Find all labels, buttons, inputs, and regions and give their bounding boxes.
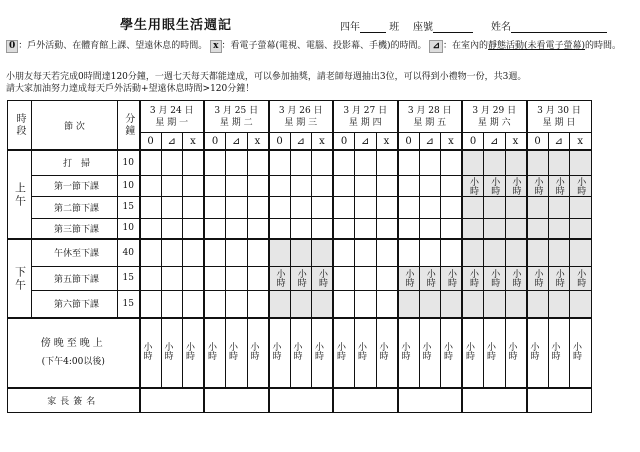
day-header: 3 月 30 日 星 期 日 (527, 101, 592, 133)
entry-cell[interactable] (140, 218, 162, 239)
evening-hours-cell[interactable]: 小時 (570, 318, 592, 388)
entry-cell[interactable] (333, 218, 355, 239)
session-minutes: 10 (118, 175, 140, 196)
entry-cell[interactable] (355, 290, 377, 318)
session-minutes: 10 (118, 150, 140, 175)
symbol-header: x (312, 133, 334, 151)
symbol-header: 0 (398, 133, 420, 151)
evening-hours-cell[interactable]: 小時 (484, 318, 506, 388)
evening-hours-cell[interactable]: 小時 (355, 318, 377, 388)
entry-cell (527, 218, 549, 239)
symbol-header: 0 (462, 133, 484, 151)
entry-cell[interactable] (376, 266, 398, 290)
entry-cell[interactable] (183, 239, 205, 266)
entry-cell (505, 290, 527, 318)
symbol-header: 0 (527, 133, 549, 151)
entry-cell (462, 218, 484, 239)
entry-cell[interactable] (140, 290, 162, 318)
entry-cell[interactable] (333, 266, 355, 290)
entry-cell[interactable] (312, 196, 334, 218)
entry-cell[interactable] (140, 175, 162, 196)
entry-cell[interactable] (140, 239, 162, 266)
entry-cell[interactable] (355, 175, 377, 196)
entry-cell[interactable] (161, 150, 183, 175)
entry-cell[interactable] (441, 175, 463, 196)
hours-cell: 小時 (462, 266, 484, 290)
entry-cell[interactable] (140, 266, 162, 290)
entry-cell[interactable] (333, 150, 355, 175)
entry-cell[interactable] (290, 175, 312, 196)
symbol-header: x (441, 133, 463, 151)
entry-cell (290, 239, 312, 266)
evening-hours-cell[interactable]: 小時 (290, 318, 312, 388)
symbol-header: x (183, 133, 205, 151)
entry-cell[interactable] (398, 175, 420, 196)
symbol-header: 0 (140, 133, 162, 151)
col-header-minutes: 分鐘 (118, 101, 140, 151)
parent-signature-cell[interactable] (527, 388, 592, 412)
entry-cell (290, 290, 312, 318)
entry-cell (484, 150, 506, 175)
entry-cell[interactable] (419, 150, 441, 175)
entry-cell (462, 150, 484, 175)
entry-cell[interactable] (419, 175, 441, 196)
entry-cell[interactable] (204, 290, 226, 318)
parent-signature-label: 家長簽名 (8, 388, 140, 412)
evening-label: 傍晚至晚上 (下午4:00以後) (8, 318, 140, 388)
entry-cell[interactable] (183, 218, 205, 239)
entry-cell[interactable] (161, 266, 183, 290)
entry-cell (484, 196, 506, 218)
hours-cell: 小時 (548, 266, 570, 290)
entry-cell[interactable] (204, 239, 226, 266)
entry-cell[interactable] (204, 218, 226, 239)
entry-cell (570, 196, 592, 218)
entry-cell[interactable] (269, 196, 291, 218)
entry-cell[interactable] (398, 150, 420, 175)
entry-cell[interactable] (161, 175, 183, 196)
session-label: 第二節下課 (32, 196, 118, 218)
symbol-header: x (570, 133, 592, 151)
grade-class-field[interactable]: 四年 班 (340, 22, 400, 33)
parent-signature-cell[interactable] (204, 388, 269, 412)
evening-hours-cell[interactable]: 小時 (333, 318, 355, 388)
entry-cell[interactable] (247, 218, 269, 239)
day-header: 3 月 28 日 星 期 五 (398, 101, 463, 133)
parent-signature-cell[interactable] (398, 388, 463, 412)
entry-cell[interactable] (226, 266, 248, 290)
entry-cell (570, 290, 592, 318)
entry-cell (441, 290, 463, 318)
entry-cell[interactable] (247, 175, 269, 196)
hours-cell: 小時 (312, 266, 334, 290)
entry-cell (548, 290, 570, 318)
parent-signature-cell[interactable] (462, 388, 527, 412)
symbol-header: 0 (269, 133, 291, 151)
hours-cell: 小時 (269, 266, 291, 290)
entry-cell[interactable] (441, 150, 463, 175)
legend: 0 ：戶外活動、在體育館上課、望遠休息的時間。 x ：看電子螢幕(電視、電腦、投影幕、手機)的時間。 ⊿ ：在室內的靜態活動(未看電子螢幕)的時間。 (6, 40, 634, 53)
entry-cell[interactable] (419, 218, 441, 239)
entry-cell[interactable] (376, 239, 398, 266)
hours-cell: 小時 (548, 175, 570, 196)
entry-cell (398, 290, 420, 318)
parent-signature-cell[interactable] (333, 388, 398, 412)
entry-cell (570, 218, 592, 239)
entry-cell[interactable] (355, 239, 377, 266)
entry-cell (548, 150, 570, 175)
entry-cell (548, 239, 570, 266)
evening-hours-cell[interactable]: 小時 (441, 318, 463, 388)
entry-cell[interactable] (140, 196, 162, 218)
entry-cell[interactable] (247, 290, 269, 318)
entry-cell[interactable] (161, 196, 183, 218)
entry-cell[interactable] (161, 239, 183, 266)
session-minutes: 40 (118, 239, 140, 266)
symbol-header: ⊿ (419, 133, 441, 151)
evening-hours-cell[interactable]: 小時 (548, 318, 570, 388)
entry-cell (548, 218, 570, 239)
entry-cell[interactable] (376, 196, 398, 218)
seat-number-field[interactable]: 座號 (413, 18, 473, 33)
parent-signature-cell[interactable] (140, 388, 205, 412)
day-header: 3 月 29 日 星 期 六 (462, 101, 527, 133)
entry-cell[interactable] (312, 218, 334, 239)
parent-signature-cell[interactable] (269, 388, 334, 412)
session-minutes: 15 (118, 290, 140, 318)
entry-cell[interactable] (398, 239, 420, 266)
hours-cell: 小時 (505, 266, 527, 290)
hours-cell: 小時 (398, 266, 420, 290)
entry-cell[interactable] (355, 218, 377, 239)
evening-hours-cell[interactable]: 小時 (161, 318, 183, 388)
entry-cell[interactable] (376, 175, 398, 196)
hours-cell: 小時 (527, 175, 549, 196)
entry-cell[interactable] (441, 218, 463, 239)
entry-cell[interactable] (204, 175, 226, 196)
entry-cell[interactable] (355, 150, 377, 175)
entry-cell[interactable] (226, 175, 248, 196)
instructions: 小朋友每天若完成0時間達120分鐘，一週七天每天都能達成，可以參加抽獎，請老師每週抽出3位，可以得到小禮物一份，共3週。 請大家加油努力達成每天戶外活動+望遠休息時間>120分鐘！ (6, 72, 527, 94)
symbol-header: ⊿ (548, 133, 570, 151)
entry-cell[interactable] (355, 266, 377, 290)
entry-cell[interactable] (290, 218, 312, 239)
hours-cell: 小時 (484, 266, 506, 290)
entry-cell[interactable] (183, 175, 205, 196)
hours-cell: 小時 (290, 266, 312, 290)
session-label: 第五節下課 (32, 266, 118, 290)
symbol-header: ⊿ (355, 133, 377, 151)
period-morning: 上午 (8, 150, 32, 239)
symbol-header: 0 (204, 133, 226, 151)
outdoor-symbol: 0 (6, 40, 18, 53)
entry-cell (312, 239, 334, 266)
session-label: 午休至下課 (32, 239, 118, 266)
entry-cell[interactable] (183, 196, 205, 218)
entry-cell[interactable] (247, 150, 269, 175)
entry-cell (484, 218, 506, 239)
hours-cell: 小時 (462, 175, 484, 196)
entry-cell (505, 239, 527, 266)
entry-cell[interactable] (312, 150, 334, 175)
entry-cell (462, 290, 484, 318)
symbol-header: x (505, 133, 527, 151)
entry-cell[interactable] (183, 150, 205, 175)
evening-hours-cell[interactable]: 小時 (398, 318, 420, 388)
entry-cell[interactable] (226, 218, 248, 239)
hours-cell: 小時 (527, 266, 549, 290)
hours-cell: 小時 (484, 175, 506, 196)
entry-cell[interactable] (419, 196, 441, 218)
page-title: 學生用眼生活週記 (120, 18, 233, 33)
session-minutes: 15 (118, 266, 140, 290)
entry-cell (527, 150, 549, 175)
day-header: 3 月 25 日 星 期 二 (204, 101, 269, 133)
hours-cell: 小時 (505, 175, 527, 196)
entry-cell[interactable] (333, 175, 355, 196)
entry-cell[interactable] (226, 290, 248, 318)
hours-cell: 小時 (570, 175, 592, 196)
hours-cell: 小時 (441, 266, 463, 290)
entry-cell (505, 196, 527, 218)
entry-cell (505, 150, 527, 175)
evening-hours-cell[interactable]: 小時 (527, 318, 549, 388)
entry-cell[interactable] (398, 218, 420, 239)
entry-cell[interactable] (398, 196, 420, 218)
evening-hours-cell[interactable]: 小時 (140, 318, 162, 388)
entry-cell[interactable] (269, 175, 291, 196)
entry-cell[interactable] (376, 290, 398, 318)
symbol-header: x (247, 133, 269, 151)
symbol-header: ⊿ (226, 133, 248, 151)
entry-cell[interactable] (204, 196, 226, 218)
entry-cell (484, 290, 506, 318)
entry-cell[interactable] (183, 266, 205, 290)
entry-cell[interactable] (333, 290, 355, 318)
col-header-item: 節 次 (32, 101, 118, 151)
entry-cell[interactable] (161, 290, 183, 318)
entry-cell (484, 239, 506, 266)
screen-symbol: x (210, 40, 221, 53)
evening-hours-cell[interactable]: 小時 (183, 318, 205, 388)
evening-hours-cell[interactable]: 小時 (505, 318, 527, 388)
entry-cell[interactable] (355, 196, 377, 218)
entry-cell[interactable] (183, 290, 205, 318)
entry-cell[interactable] (312, 175, 334, 196)
session-minutes: 15 (118, 196, 140, 218)
entry-cell[interactable] (140, 150, 162, 175)
hours-cell: 小時 (419, 266, 441, 290)
entry-cell[interactable] (290, 150, 312, 175)
session-label: 第六節下課 (32, 290, 118, 318)
entry-cell (312, 290, 334, 318)
entry-cell[interactable] (333, 196, 355, 218)
session-label: 第三節下課 (32, 218, 118, 239)
symbol-header: 0 (333, 133, 355, 151)
entry-cell[interactable] (204, 150, 226, 175)
session-minutes: 10 (118, 218, 140, 239)
entry-cell[interactable] (269, 218, 291, 239)
entry-cell[interactable] (441, 239, 463, 266)
entry-cell (269, 239, 291, 266)
entry-cell (527, 196, 549, 218)
entry-cell (462, 196, 484, 218)
evening-hours-cell[interactable]: 小時 (204, 318, 226, 388)
hours-cell: 小時 (570, 266, 592, 290)
symbol-header: ⊿ (161, 133, 183, 151)
evening-hours-cell[interactable]: 小時 (226, 318, 248, 388)
entry-cell (570, 239, 592, 266)
day-header: 3 月 24 日 星 期 一 (140, 101, 205, 133)
day-header: 3 月 26 日 星 期 三 (269, 101, 334, 133)
evening-hours-cell[interactable]: 小時 (312, 318, 334, 388)
entry-cell (269, 290, 291, 318)
entry-cell (527, 239, 549, 266)
entry-cell (570, 150, 592, 175)
session-label: 第一節下課 (32, 175, 118, 196)
entry-cell (548, 196, 570, 218)
evening-hours-cell[interactable]: 小時 (462, 318, 484, 388)
entry-cell (419, 290, 441, 318)
indoor-symbol: ⊿ (429, 40, 443, 53)
entry-cell[interactable] (269, 150, 291, 175)
session-label: 打 掃 (32, 150, 118, 175)
symbol-header: x (376, 133, 398, 151)
entry-cell (462, 239, 484, 266)
entry-cell[interactable] (226, 150, 248, 175)
evening-hours-cell[interactable]: 小時 (247, 318, 269, 388)
symbol-header: ⊿ (484, 133, 506, 151)
entry-cell[interactable] (247, 196, 269, 218)
evening-hours-cell[interactable]: 小時 (376, 318, 398, 388)
period-afternoon: 下午 (8, 239, 32, 318)
evening-hours-cell[interactable]: 小時 (419, 318, 441, 388)
entry-cell (505, 218, 527, 239)
entry-cell[interactable] (226, 196, 248, 218)
entry-cell[interactable] (161, 218, 183, 239)
entry-cell[interactable] (419, 239, 441, 266)
entry-cell[interactable] (376, 218, 398, 239)
evening-hours-cell[interactable]: 小時 (269, 318, 291, 388)
entry-cell[interactable] (204, 266, 226, 290)
weekly-log-table (7, 100, 592, 413)
entry-cell[interactable] (376, 150, 398, 175)
entry-cell[interactable] (290, 196, 312, 218)
entry-cell[interactable] (333, 239, 355, 266)
entry-cell[interactable] (247, 266, 269, 290)
day-header: 3 月 27 日 星 期 四 (333, 101, 398, 133)
entry-cell[interactable] (226, 239, 248, 266)
entry-cell[interactable] (441, 196, 463, 218)
entry-cell[interactable] (247, 239, 269, 266)
student-name-field[interactable]: 姓名 (491, 18, 607, 33)
entry-cell (527, 290, 549, 318)
col-header-time: 時段 (8, 101, 32, 151)
symbol-header: ⊿ (290, 133, 312, 151)
